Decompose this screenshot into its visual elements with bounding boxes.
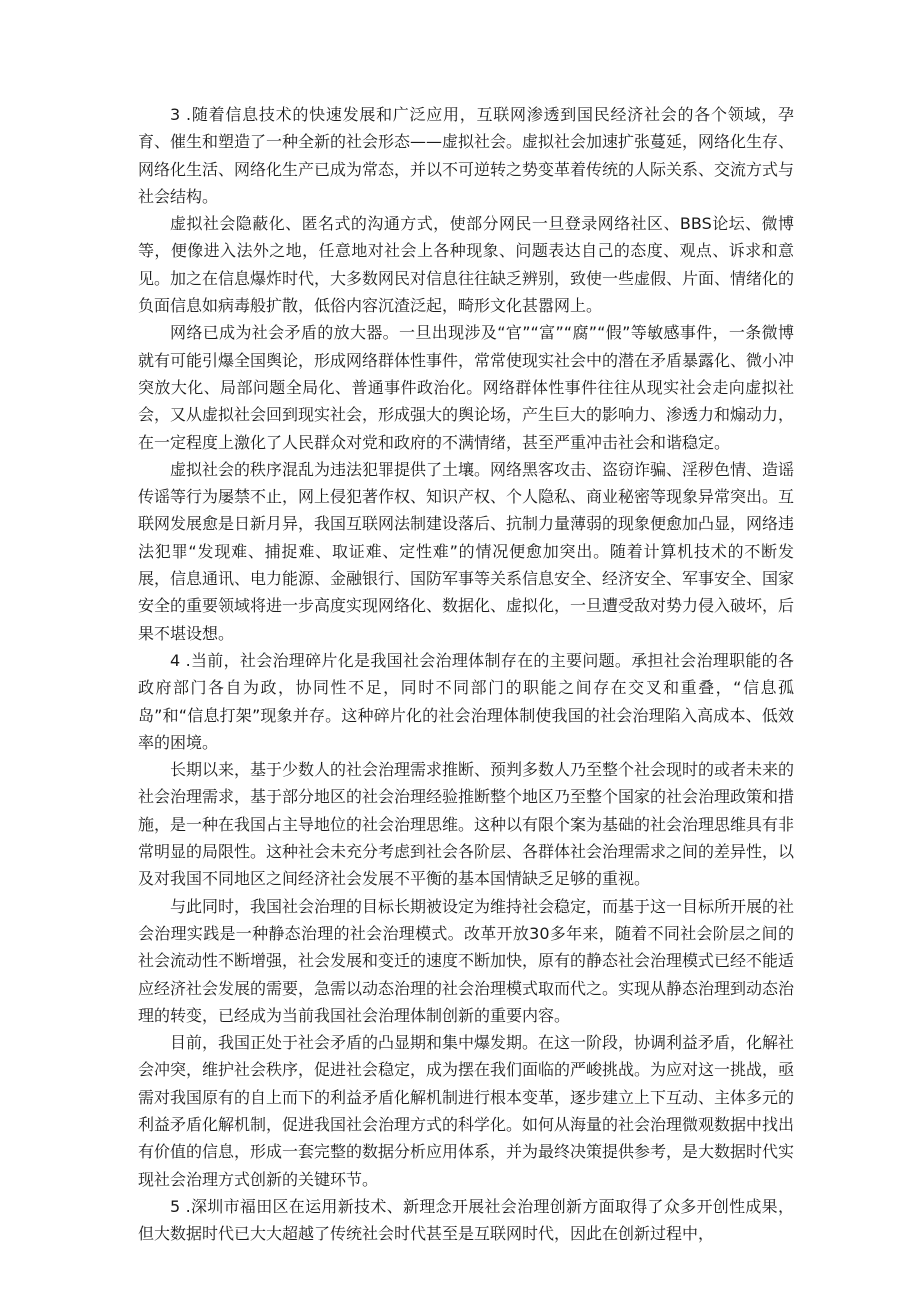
document-page xyxy=(138,101,794,1247)
paragraph-amplifier: 网络已成为社会矛盾的放大器。一旦出现涉及“官”“富”“腐”“假”等敏感事件，一条微博就有可能引爆全国舆论，形成网络群体性事件，常常使现实社会中的潜在矛盾暴露化、微小冲突放大化、局部问题全局化、普通事件政治化。网络群体性事件往往从现实社会走向虚拟社会，又从虚拟社会回到现实社会，形成强大的舆论场，产生巨大的影响力、渗透力和煽动力，在一定程度上激化了人民群众对党和政府的不满情绪，甚至严重冲击社会和谐稳定。 xyxy=(138,323,795,452)
paragraph-anonymity: 虚拟社会隐蔽化、匿名式的沟通方式，使部分网民一旦登录网络社区、BBS论坛、微博等，便像进入法外之地，任意地对社会上各种现象、问题表达自己的态度、观点、诉求和意见。加之在信息爆炸时代，大多数网民对信息往往缺乏辨别，致使一些虚假、片面、情绪化的负面信息如病毒般扩散，低俗内容沉渣泛起，畸形文化甚嚣网上。 xyxy=(138,214,795,316)
paragraph-crime: 虚拟社会的秩序混乱为违法犯罪提供了土壤。网络黑客攻击、盗窃诈骗、淫秽色情、造谣传谣等行为屡禁不止，网上侵犯著作权、知识产权、个人隐私、商业秘密等现象异常突出。互联网发展愈是日新月异，我国互联网法制建设落后、抗制力量薄弱的现象便愈加凸显，网络违法犯罪“发现难、捕捉难、取证难、定性难”的情况便愈加突出。随着计算机技术的不断发展，信息通讯、电力能源、金融银行、国防军事等关系信息安全、经济安全、军事安全、国家安全的重要领域将进一步高度实现网络化、数据化、虚拟化，一旦遭受敌对势力侵入破坏，后果不堪设想。 xyxy=(138,459,795,643)
paragraph-thinking: 长期以来，基于少数人的社会治理需求推断、预判多数人乃至整个社会现时的或者未来的社会治理需求，基于部分地区的社会治理经验推断整个地区乃至整个国家的社会治理政策和措施，是一种在我国占主导地位的社会治理思维。这种以有限个案为基础的社会治理思维具有非常明显的局限性。这种社会未充分考虑到社会各阶层、各群体社会治理需求之间的差异性，以及对我国不同地区之间经济社会发展不平衡的基本国情缺乏足够的重视。 xyxy=(138,760,795,889)
paragraph-item-4: 4 .当前，社会治理碎片化是我国社会治理体制存在的主要问题。承担社会治理职能的各政府部门各自为政，协同性不足，同时不同部门的职能之间存在交叉和重叠，“信息孤岛”和“信息打架”现象并存。这种碎片化的社会治理体制使我国的社会治理陷入高成本、低效率的困境。 xyxy=(138,650,794,752)
paragraph-item-5: 5 .深圳市福田区在运用新技术、新理念开展社会治理创新方面取得了众多开创性成果，但大数据时代已大大超越了传统社会时代甚至是互联网时代，因此在创新过程中， xyxy=(138,1196,794,1244)
paragraph-contradictions: 目前，我国正处于社会矛盾的凸显期和集中爆发期。在这一阶段，协调利益矛盾，化解社会冲突，维护社会秩序，促进社会稳定，成为摆在我们面临的严峻挑战。为应对这一挑战，亟需对我国原有的自上而下的利益矛盾化解机制进行根本变革，逐步建立上下互动、主体多元的利益矛盾化解机制，促进我国社会治理方式的科学化。如何从海量的社会治理微观数据中找出有价值的信息，形成一套完整的数据分析应用体系，并为最终决策提供参考，是大数据时代实现社会治理方式创新的关键环节。 xyxy=(138,1033,795,1189)
paragraph-static-governance: 与此同时，我国社会治理的目标长期被设定为维持社会稳定，而基于这一目标所开展的社会治理实践是一种静态治理的社会治理模式。改革开放30多年来，随着不同社会阶层之间的社会流动性不断增强，社会发展和变迁的速度不断加快，原有的静态社会治理模式已经不能适应经济社会发展的需要，急需以动态治理的社会治理模式取而代之。实现从静态治理到动态治理的转变，已经成为当前我国社会治理体制创新的重要内容。 xyxy=(138,896,795,1025)
paragraph-item-3: 3 .随着信息技术的快速发展和广泛应用，互联网渗透到国民经济社会的各个领域，孕育、催生和塑造了一种全新的社会形态——虚拟社会。虚拟社会加速扩张蔓延，网络化生存、网络化生活、网络化生产已成为常态，并以不可逆转之势变革着传统的人际关系、交流方式与社会结构。 xyxy=(138,105,795,206)
